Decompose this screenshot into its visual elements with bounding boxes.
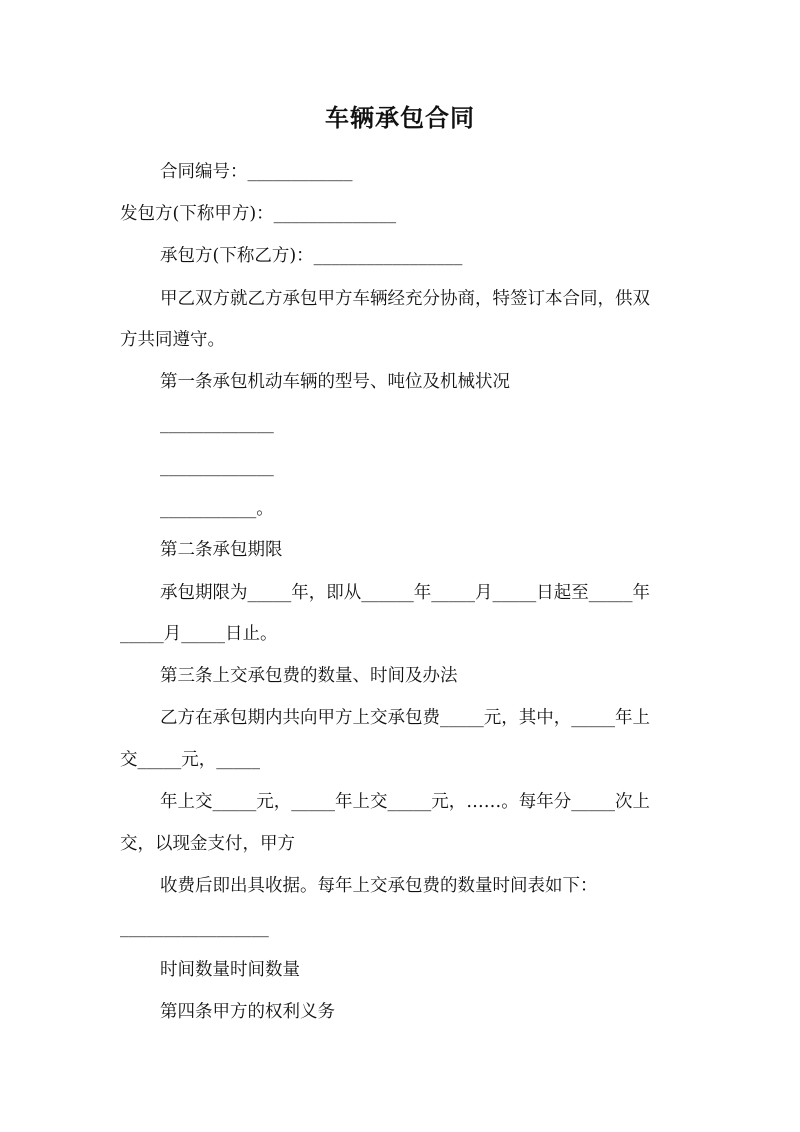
term-line-1: 承包期限为_____年，即从______年_____月_____日起至_____年 bbox=[160, 583, 650, 603]
article-1-blank-1: _____________ bbox=[160, 414, 274, 434]
fee-schedule-header: 时间数量时间数量 bbox=[160, 960, 300, 980]
fee-line-2: 交_____元，_____ bbox=[120, 750, 260, 770]
fee-line-5: 收费后即出具收据。每年上交承包费的数量时间表如下： bbox=[160, 876, 598, 896]
preamble-line-2: 方共同遵守。 bbox=[120, 330, 225, 350]
document-title: 车辆承包合同 bbox=[325, 103, 475, 132]
article-3-heading: 第三条上交承包费的数量、时间及办法 bbox=[160, 666, 458, 686]
article-1-heading: 第一条承包机动车辆的型号、吨位及机械状况 bbox=[160, 372, 510, 392]
fee-line-4: 交，以现金支付，甲方 bbox=[120, 834, 295, 854]
preamble-line-1: 甲乙双方就乙方承包甲方车辆经充分协商，特签订本合同，供双 bbox=[160, 289, 650, 309]
party-a-line: 发包方(下称甲方)：______________ bbox=[120, 204, 397, 224]
party-b-line: 承包方(下称乙方)：_________________ bbox=[160, 246, 463, 266]
article-1-blank-3: ___________。 bbox=[160, 499, 274, 519]
article-4-heading: 第四条甲方的权利义务 bbox=[160, 1002, 335, 1022]
fee-line-1: 乙方在承包期内共向甲方上交承包费_____元，其中，_____年上 bbox=[160, 708, 650, 728]
article-1-blank-2: _____________ bbox=[160, 457, 274, 477]
term-line-2: _____月_____日止。 bbox=[120, 624, 278, 644]
fee-blank-line: _________________ bbox=[120, 918, 269, 938]
article-2-heading: 第二条承包期限 bbox=[160, 540, 283, 560]
contract-number-line: 合同编号：____________ bbox=[160, 162, 353, 182]
fee-line-3: 年上交_____元，_____年上交_____元，……。每年分_____次上 bbox=[160, 792, 650, 812]
